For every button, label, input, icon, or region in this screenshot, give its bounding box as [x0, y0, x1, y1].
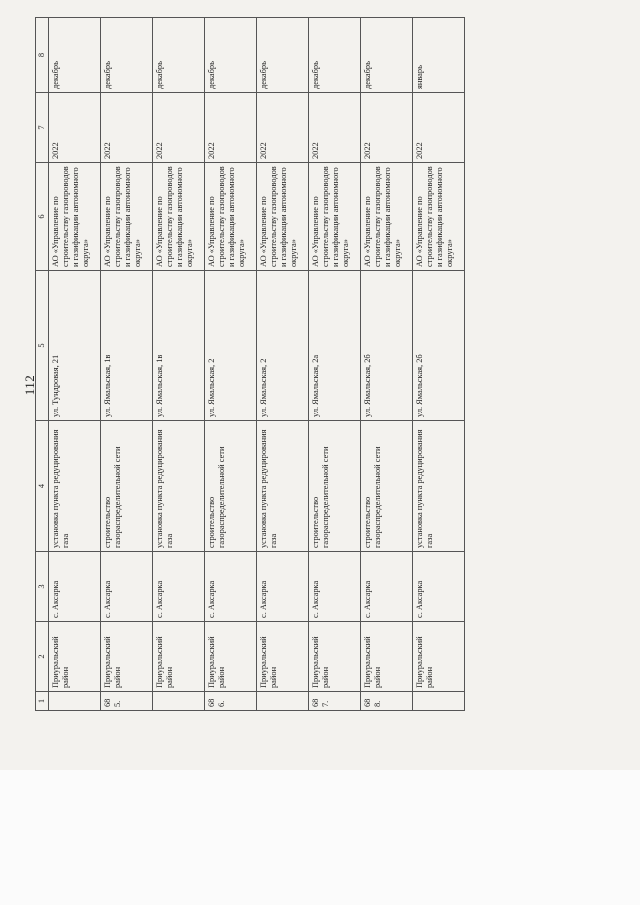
work-type-cell: установка пункта редуцирования газа: [49, 421, 101, 552]
table-row: [205, 18, 257, 711]
month-cell: декабрь: [101, 18, 153, 93]
settlement-cell: с. Аксарка: [153, 552, 205, 622]
page-number: 112: [22, 374, 37, 396]
header-cell: 3: [36, 552, 49, 622]
district-cell: Приуральский район: [413, 622, 465, 692]
table-row: [361, 18, 413, 711]
settlement-cell: с. Аксарка: [413, 552, 465, 622]
settlement-cell: с. Аксарка: [205, 552, 257, 622]
month-cell: декабрь: [361, 18, 413, 93]
organization-cell: АО «Управление по строительству газопроводов и газификации автономного округа»: [257, 163, 309, 271]
organization-cell: АО «Управление по строительству газопроводов и газификации автономного округа»: [153, 163, 205, 271]
row-number: 687.: [309, 692, 361, 711]
header-cell: 4: [36, 421, 49, 552]
header-cell: 2: [36, 622, 49, 692]
organization-cell: АО «Управление по строительству газопроводов и газификации автономного округа»: [101, 163, 153, 271]
row-number: 685.: [101, 692, 153, 711]
district-cell: Приуральский район: [309, 622, 361, 692]
organization-cell: АО «Управление по строительству газопроводов и газификации автономного округа»: [361, 163, 413, 271]
year-cell: 2022: [361, 93, 413, 163]
month-cell: декабрь: [153, 18, 205, 93]
work-type-cell: установка пункта редуцирования газа: [257, 421, 309, 552]
district-cell: Приуральский район: [257, 622, 309, 692]
header-cell: 1: [36, 692, 49, 711]
address-cell: ул. Ямальская, 2: [205, 271, 257, 421]
header-cell: 7: [36, 93, 49, 163]
row-number: [257, 692, 309, 711]
header-cell: 6: [36, 163, 49, 271]
row-number: 688.: [361, 692, 413, 711]
row-number: [153, 692, 205, 711]
address-cell: ул. Ямальская, 2б: [361, 271, 413, 421]
address-cell: ул. Ямальская, 2: [257, 271, 309, 421]
year-cell: 2022: [257, 93, 309, 163]
district-cell: Приуральский район: [153, 622, 205, 692]
table-row: [153, 18, 205, 711]
district-cell: Приуральский район: [361, 622, 413, 692]
table-row: [413, 18, 465, 711]
address-cell: ул. Ямальская, 2а: [309, 271, 361, 421]
settlement-cell: с. Аксарка: [101, 552, 153, 622]
year-cell: 2022: [101, 93, 153, 163]
district-cell: Приуральский район: [205, 622, 257, 692]
address-cell: ул. Тундровая, 21: [49, 271, 101, 421]
scan-bottom-margin: [0, 770, 640, 905]
work-type-cell: строительство газораспределительной сети: [309, 421, 361, 552]
month-cell: декабрь: [49, 18, 101, 93]
year-cell: 2022: [153, 93, 205, 163]
month-cell: декабрь: [205, 18, 257, 93]
year-cell: 2022: [205, 93, 257, 163]
header-cell: 8: [36, 18, 49, 93]
district-cell: Приуральский район: [49, 622, 101, 692]
month-cell: январь: [413, 18, 465, 93]
table-row: [309, 18, 361, 711]
address-cell: ул. Ямальская, 1в: [101, 271, 153, 421]
organization-cell: АО «Управление по строительству газопроводов и газификации автономного округа»: [309, 163, 361, 271]
work-type-cell: установка пункта редуцирования газа: [153, 421, 205, 552]
settlement-cell: с. Аксарка: [257, 552, 309, 622]
table-row: [101, 18, 153, 711]
address-cell: ул. Ямальская, 1в: [153, 271, 205, 421]
work-type-cell: установка пункта редуцирования газа: [413, 421, 465, 552]
registry-table: [35, 17, 465, 711]
month-cell: декабрь: [309, 18, 361, 93]
address-cell: ул. Ямальская, 2б: [413, 271, 465, 421]
row-number: [49, 692, 101, 711]
year-cell: 2022: [309, 93, 361, 163]
settlement-cell: с. Аксарка: [49, 552, 101, 622]
year-cell: 2022: [413, 93, 465, 163]
organization-cell: АО «Управление по строительству газопроводов и газификации автономного округа»: [413, 163, 465, 271]
work-type-cell: строительство газораспределительной сети: [101, 421, 153, 552]
header-row: [36, 18, 49, 711]
row-number: 686.: [205, 692, 257, 711]
organization-cell: АО «Управление по строительству газопроводов и газификации автономного округа»: [205, 163, 257, 271]
work-type-cell: строительство газораспределительной сети: [205, 421, 257, 552]
month-cell: декабрь: [257, 18, 309, 93]
organization-cell: АО «Управление по строительству газопроводов и газификации автономного округа»: [49, 163, 101, 271]
district-cell: Приуральский район: [101, 622, 153, 692]
settlement-cell: с. Аксарка: [361, 552, 413, 622]
work-type-cell: строительство газораспределительной сети: [361, 421, 413, 552]
settlement-cell: с. Аксарка: [309, 552, 361, 622]
table-row: [257, 18, 309, 711]
header-cell: 5: [36, 271, 49, 421]
row-number: [413, 692, 465, 711]
year-cell: 2022: [49, 93, 101, 163]
table-row: [49, 18, 101, 711]
